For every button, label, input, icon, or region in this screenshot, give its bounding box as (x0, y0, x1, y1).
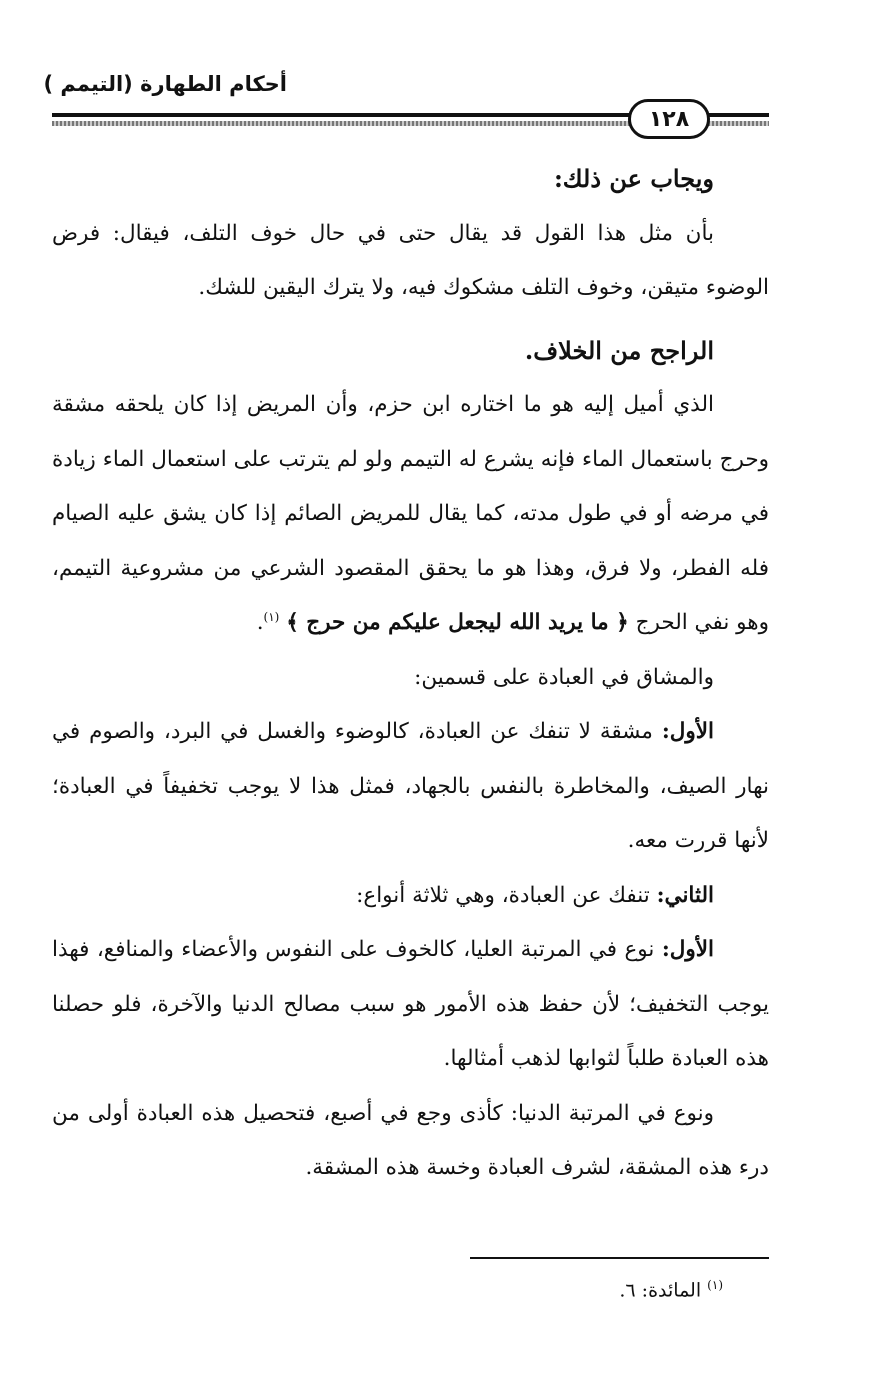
paragraph-first-type (52, 705, 769, 869)
page-body (52, 152, 769, 1196)
footnote-marker: (١) (707, 1278, 723, 1292)
paragraph-text: الذي أميل إليه هو ما اختاره ابن حزم، وأن المريض إذا كان يلحقه مشقة وحرج باستعمال الماء فإنه يشرع له التيمم ولو لم يترتب على استعمال الماء زيادة في مرضه أو في طول مدته، كما يقال للمريض الصائم إذا كان يشق عليه الصيام فله الفطر، ولا فرق، وهذا هو ما يحقق المقصود الشرعي من مشروعية التيمم، وهو نفي الحرج (52, 392, 769, 635)
paragraph-lead: الأول: (661, 937, 714, 962)
paragraph-second-type (52, 869, 769, 924)
page-header (0, 0, 873, 140)
paragraph-response: بأن مثل هذا القول قد يقال حتى في حال خوف التلف، فيقال: فرض الوضوء متيقن، وخوف التلف مشكوك فيه، ولا يترك اليقين للشك. (52, 220, 769, 300)
header-rule-thick-right (705, 113, 769, 117)
quran-verse: ﴿ ما يريد الله ليجعل عليكم من حرج ﴾ (286, 610, 629, 635)
paragraph-text: مشقة لا تنفك عن العبادة، كالوضوء والغسل في البرد، والصوم في نهار الصيف، والمخاطرة بالنفس بالجهاد، فمثل هذا لا يوجب تخفيفاً في العبادة؛ لأنها قررت معه. (52, 719, 769, 853)
page-number: ١٢٨ (648, 106, 690, 132)
paragraph-lead: الثاني: (656, 882, 714, 908)
paragraph-text: نوع في المرتبة العليا، كالخوف على النفوس والأعضاء والمنافع، فهذا يوجب التخفيف؛ لأن حفظ هذه الأمور هو سبب مصالح الدنيا والآخرة، فلو حصلنا هذه العبادة طلباً لثوابها لذهب أمثالها. (52, 937, 769, 1071)
footnote-reference: (١) (263, 609, 280, 624)
paragraph-lead: الأول: (661, 719, 714, 744)
paragraph-preferred-view (52, 378, 769, 651)
footnote (619, 1278, 723, 1301)
paragraph-text: تنفك عن العبادة، وهي ثلاثة أنواع: (356, 882, 650, 908)
heading-response: ويجاب عن ذلك: (553, 164, 714, 193)
page-number-badge (628, 99, 710, 139)
paragraph-low-rank: ونوع في المرتبة الدنيا: كأذى وجع في أصبع، فتحصيل هذه العبادة أولى من درء هذه المشقة، لشرف العبادة وخسة هذه المشقة. (52, 1100, 769, 1180)
paragraph-high-rank (52, 923, 769, 1087)
footnote-text: المائدة: ٦. (619, 1279, 702, 1302)
footnote-separator (470, 1257, 769, 1259)
paragraph-end: . (256, 610, 264, 635)
header-rule-thick (52, 113, 632, 117)
book-title: أحكام الطهارة (التيمم ) (43, 72, 287, 96)
heading-preferred-view: الراجح من الخلاف. (524, 335, 714, 365)
paragraph-hardships-types: والمشاق في العبادة على قسمين: (414, 664, 714, 690)
